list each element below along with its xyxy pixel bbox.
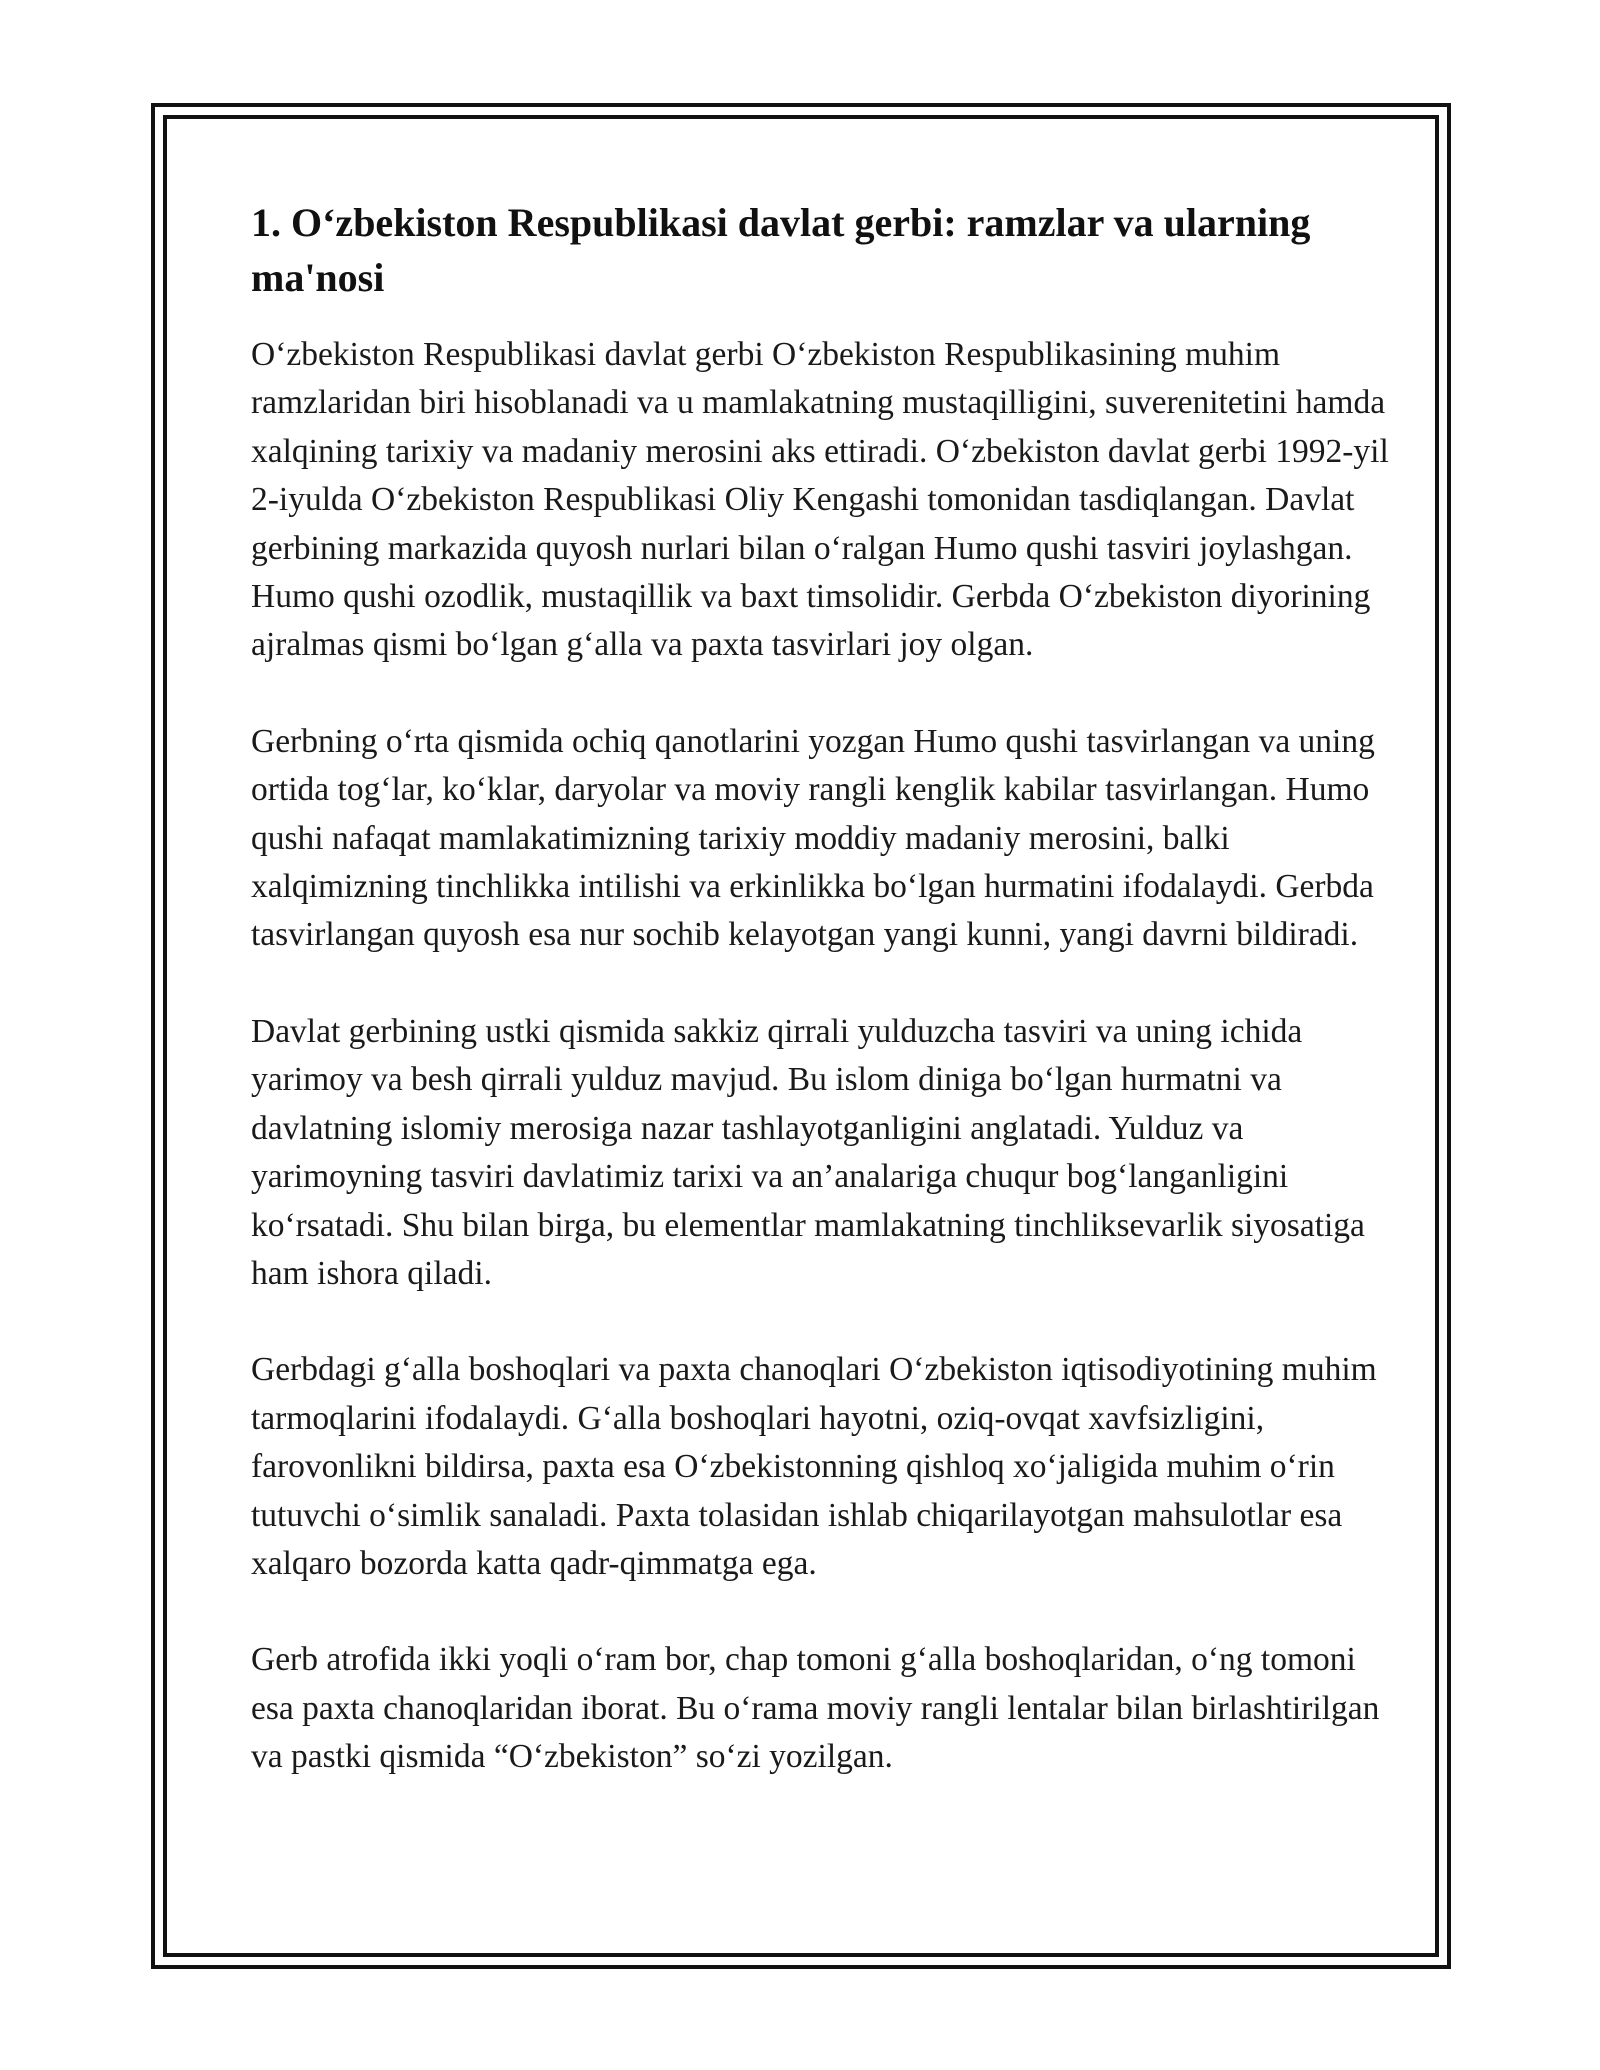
paragraph-1: O‘zbekiston Respublikasi davlat gerbi O‘zbekiston Respublikasining muhim ramzlaridan biri hisoblanadi va u mamlakatning mustaqilligini, suverenitetini hamda xalqining tarixiy va madaniy merosini aks ettiradi. O‘zbekiston davlat gerbi 1992-yil 2-iyulda O‘zbekiston Respublikasi Oliy Kengashi tomonidan tasdiqlangan. Davlat gerbining markazida quyosh nurlari bilan o‘ralgan Humo qushi tasviri joylashgan. Humo qushi ozodlik, mustaqillik va baxt timsolidir. Gerbda O‘zbekiston diyorining ajralmas qismi bo‘lgan g‘alla va paxta tasvirlari joy olgan. xyxy=(251,336,1389,664)
paragraph-5: Gerb atrofida ikki yoqli o‘ram bor, chap tomoni g‘alla boshoqlaridan, o‘ng tomoni esa paxta chanoqlaridan iborat. Bu o‘rama moviy rangli lentalar bilan birlashtirilgan va pastki qismida “O‘zbekiston” so‘zi yozilgan. xyxy=(251,1641,1380,1776)
page-border-outer xyxy=(151,103,1451,1969)
paragraph-2: Gerbning o‘rta qismida ochiq qanotlarini yozgan Humo qushi tasvirlangan va uning ortida tog‘lar, ko‘klar, daryolar va moviy rangli kenglik kabilar tasvirlangan. Humo qushi nafaqat mamlakatimizning tarixiy moddiy madaniy merosini, balki xalqimizning tinchlikka intilishi va erkinlikka bo‘lgan hurmatini ifodalaydi. Gerbda tasvirlangan quyosh esa nur sochib kelayotgan yangi kunni, yangi davrni bildiradi. xyxy=(251,722,1375,954)
paragraph-4: Gerbdagi g‘alla boshoqlari va paxta chanoqlari O‘zbekiston iqtisodiyotining muhim tarmoqlarini ifodalaydi. G‘alla boshoqlari hayotni, oziq-ovqat xavfsizligini, farovonlikni bildirsa, paxta esa O‘zbekistonning qishloq xo‘jaligida muhim o‘rin tutuvchi o‘simlik sanaladi. Paxta tolasidan ishlab chiqarilayotgan mahsulotlar esa xalqaro bozorda katta qadr-qimmatga ega. xyxy=(251,1351,1377,1582)
paragraph-3: Davlat gerbining ustki qismida sakkiz qirrali yulduzcha tasviri va uning ichida yarimoy va besh qirrali yulduz mavjud. Bu islom diniga bo‘lgan hurmatni va davlatning islomiy merosiga nazar tashlayotganligini anglatadi. Yulduz va yarimoyning tasviri davlatimiz tarixi va an’analariga chuqur bog‘langanligini ko‘rsatadi. Shu bilan birga, bu elementlar mamlakatning tinchliksevarlik siyosatiga ham ishora qiladi. xyxy=(251,1012,1365,1292)
document-title: 1. O‘zbekiston Respublikasi davlat gerbi: ramzlar va ularning ma'nosi xyxy=(251,200,1311,300)
page-border-inner xyxy=(163,115,1439,1957)
document-body xyxy=(251,195,1391,1830)
